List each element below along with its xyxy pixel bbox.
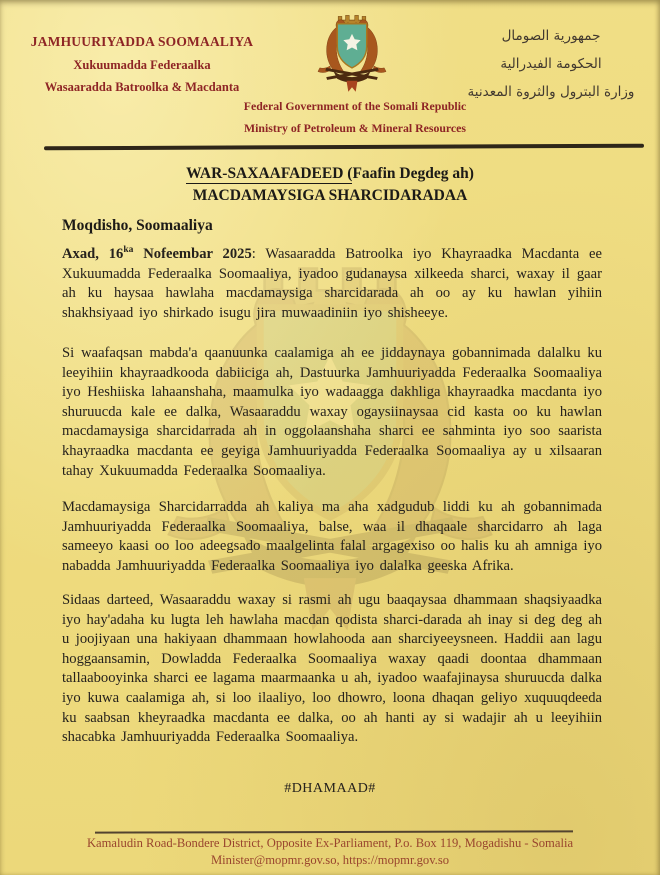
title-line-2: MACDAMAYSIGA SHARCIDARADAA [192, 187, 468, 204]
title-underlined-part: WAR-SAXAAFADEED ( [186, 165, 353, 182]
letterhead-divider [44, 144, 644, 150]
paragraph-1-text: : Wasaaradda Batroolka iyo Khayraadka Macdanta ee Xukuumadda Federaalka Soomaaliya, iyadoo gudanaysa xilkeeda sharci, waxay il gaar ah ku haysaa hawlaha macdamaysiga sharcidarada ah oo ay ku hawlan yihiin shakhsiyaad iyo shirkado isugu jira muwaadiniin iyo shisheeye. [62, 246, 602, 321]
paragraph-3: Macdamaysiga Sharcidarradda ah kaliya ma aha xadgudub liddi ku ah gobannimada Jamhuuriyadda Federaalka Soomaaliya, balse, waa il dhaqaale sharcidarro ah laga sameeyo kaasi oo loo adeegsado maalgelinta falal argagexiso oo halis ku ah amniga iyo nabadda Jamhuuriyadda Federaalka Soomaaliya iyo dalalka geeska Afrika. [62, 499, 602, 574]
dateline: Moqdisho, Soomaaliya [62, 217, 213, 234]
somali-coat-of-arms-icon [306, 12, 398, 98]
date-lead: Axad, 16 [62, 246, 124, 262]
footer-contact [0, 835, 660, 868]
government-name-somali: Xukuumadda Federaalka [73, 58, 211, 72]
country-name: JAMHUURIYADDA SOOMAALIYA [30, 34, 254, 49]
footer-email-web: Minister@mopmr.gov.so, https://mopmr.gov.so [210, 852, 450, 867]
title-rest-part: Faafin Degdeg ah) [352, 165, 474, 182]
letterhead-english [196, 99, 514, 136]
date-lead-2: Nofeembar 2025 [133, 246, 252, 262]
ministry-name-arabic: وزارة البترول والثروة المعدنية [467, 84, 635, 100]
date-ordinal-superscript: ka [123, 245, 134, 256]
ministry-name-english: Ministry of Petroleum & Mineral Resources [243, 121, 466, 135]
government-name-arabic: الحكومة الفيدرالية [500, 56, 602, 72]
letterhead-arabic [455, 22, 647, 106]
ministry-name-somali: Wasaaradda Batroolka & Macdanta [44, 80, 240, 94]
country-name-arabic: جمهورية الصومال [501, 28, 601, 44]
paragraph-2: Si waafaqsan mabda'a qaanuunka caalamiga ah ee jiddaynaya gobannimada dalalku ku leeyihiin khayraadkooda dabiiciga ah, Dastuurka Jamhuuriyadda Federaalka Soomaaliya iyo Heshiiska lahaanshaha, maamulka iyo wadaagga dakhliga khayraadka macdanta iyo shuruucda kale ee dalka, Wasaaraddu waxay ogaysiinaysaa cid kasta oo ku hawlan macdamaysiga sharcidarrada ah in oggolaanshaha sharci ee sahminta iyo soo saarista khayraadka macdanta ee geyiga Jamhuuriyadda Federaalka Soomaaliya ay u xilsaaran tahay Xukuumadda Federaalka Soomaaliya. [62, 345, 602, 479]
title-line-1 [0, 163, 660, 185]
document-title [0, 163, 660, 207]
footer-address: Kamaludin Road-Bondere District, Opposite Ex-Parliament, P.o. Box 119, Mogadishu - Somalia [86, 836, 574, 850]
end-mark: #DHAMAAD# [284, 781, 376, 796]
paragraph-4: Sidaas darteed, Wasaaraddu waxay si rasmi ah ugu baaqaysaa dhammaan shaqsiyaadka iyo hay'adaha ku lugta leh hawlaha macdan qodista sharci-darada ah inay si deg deg ah u joojiyaan una hakiyaan dhammaan howlahooda aan sharciyeeysneen. Haddii aan lagu hoggaansamin, Dowladda Federaalka Soomaaliya waxay qaadi doontaa dhammaan tallaabooyinka sharci ee lagama maarmaanka u ah, iyadoo waafajinaysa shuruucda dalka iyo kuwa caalamiga ah, si loo ilaaliyo, loo dhowro, loona dhaqan geliyo xuquuqdeeda ku saabsan kheyraadka macdanta ee dalka, oo ah hanti ay si wadajir ah u leeyihiin shacabka Jamhuuriyadda Federaalka Soomaaliya. [62, 592, 602, 746]
footer-divider [95, 830, 573, 833]
paragraph-1 [62, 245, 602, 323]
government-name-english: Federal Government of the Somali Republic [243, 99, 467, 113]
letterhead-somali [26, 34, 258, 95]
